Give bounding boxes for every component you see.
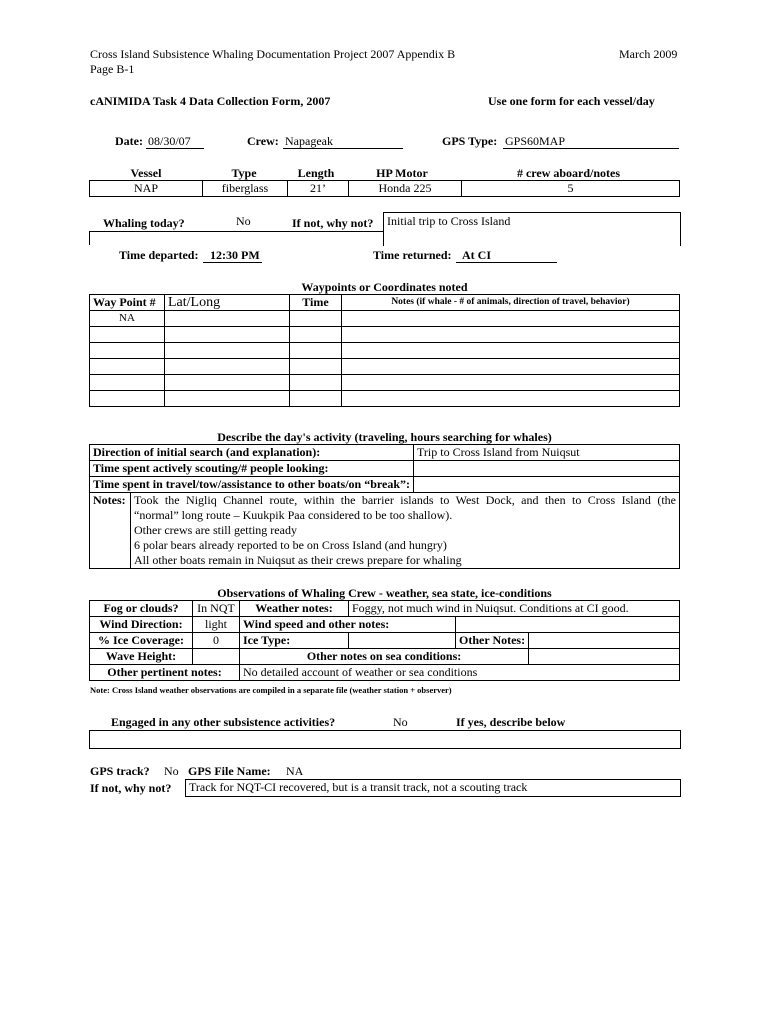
notes-value[interactable] [131, 493, 680, 569]
time-returned-value[interactable]: At CI [462, 248, 491, 262]
vessel-cell[interactable]: NAP [90, 181, 203, 197]
activity-title: Describe the day's activity (traveling, hours searching for whales) [217, 430, 552, 444]
table-row [90, 493, 680, 569]
notes-line: Took the Nigliq Channel route, within the barrier islands to West Dock, and then to Cross Island (the [134, 493, 676, 507]
table-row [90, 359, 680, 375]
table-row [90, 327, 680, 343]
notes-label: Notes: [90, 493, 131, 569]
page-number: Page B-1 [90, 62, 135, 76]
direction-label: Direction of initial search (and explanation): [90, 445, 414, 461]
subsistence-describe-label: If yes, describe below [456, 715, 566, 729]
latlong-header: Lat/Long [165, 295, 290, 311]
crew-label: Crew: [247, 134, 279, 148]
observations-title: Observations of Whaling Crew - weather, sea state, ice-conditions [217, 586, 552, 600]
time-departed-label: Time departed: [119, 248, 199, 262]
crew-aboard-header: # crew aboard/notes [516, 166, 621, 180]
gps-why-not-value: Track for NQT-CI recovered, but is a transit track, not a scouting track [189, 780, 528, 794]
notes-cell[interactable] [342, 375, 680, 391]
type-header: Type [231, 166, 257, 180]
form-instruction: Use one form for each vessel/day [488, 94, 655, 108]
time-returned-label: Time returned: [373, 248, 452, 262]
wave-height-label: Wave Height: [90, 649, 193, 665]
travel-value[interactable] [414, 477, 680, 493]
gps-type-value[interactable]: GPS60MAP [505, 134, 566, 148]
wind-speed-value[interactable] [456, 617, 680, 633]
notes-cell[interactable] [342, 359, 680, 375]
waypoints-table [89, 294, 680, 407]
notes-cell[interactable] [342, 391, 680, 407]
ice-type-label: Ice Type: [240, 633, 349, 649]
table-row [90, 617, 680, 633]
scouting-label: Time spent actively scouting/# people looking: [90, 461, 414, 477]
crew-aboard-cell[interactable]: 5 [462, 181, 680, 197]
observations-table [89, 600, 680, 681]
ice-coverage-label: % Ice Coverage: [90, 633, 193, 649]
weather-footnote: Note: Cross Island weather observations are compiled in a separate file (weather station + observer) [90, 685, 452, 695]
time-cell[interactable] [290, 311, 342, 327]
gps-track-label: GPS track? [90, 764, 150, 778]
time-cell[interactable] [290, 327, 342, 343]
table-row [90, 375, 680, 391]
other-notes-label: Other Notes: [456, 633, 529, 649]
direction-value[interactable]: Trip to Cross Island from Nuiqsut [414, 445, 680, 461]
notes-cell[interactable] [342, 343, 680, 359]
latlong-cell[interactable] [165, 391, 290, 407]
date-label: Date: [115, 134, 143, 148]
table-row [90, 477, 680, 493]
why-not-label: If not, why not? [292, 216, 374, 230]
wave-height-value[interactable] [193, 649, 240, 665]
wind-direction-value[interactable]: light [193, 617, 240, 633]
scouting-value[interactable] [414, 461, 680, 477]
crew-value[interactable]: Napageak [285, 134, 333, 148]
waypoint-cell[interactable] [90, 375, 165, 391]
fog-label: Fog or clouds? [90, 601, 193, 617]
vessel-header: Vessel [130, 166, 162, 180]
time-cell[interactable] [290, 343, 342, 359]
table-row [90, 391, 680, 407]
vessel-table [89, 180, 680, 197]
pertinent-notes-value[interactable]: No detailed account of weather or sea conditions [240, 665, 680, 681]
gps-file-label: GPS File Name: [188, 764, 271, 778]
latlong-cell[interactable] [165, 375, 290, 391]
gps-file-value[interactable]: NA [286, 764, 304, 778]
other-notes-value[interactable] [529, 633, 680, 649]
weather-label: Weather notes: [240, 601, 349, 617]
pertinent-notes-label: Other pertinent notes: [90, 665, 240, 681]
document-header-title: Cross Island Subsistence Whaling Documentation Project 2007 Appendix B [90, 47, 456, 61]
subsistence-describe-box[interactable] [89, 730, 681, 749]
gps-type-label: GPS Type: [442, 134, 498, 148]
notes-header: Notes (if whale - # of animals, direction of travel, behavior) [342, 295, 680, 311]
notes-line: Other crews are still getting ready [134, 523, 297, 537]
wind-speed-label: Wind speed and other notes: [240, 617, 456, 633]
waypoint-cell[interactable] [90, 327, 165, 343]
notes-line: All other boats remain in Nuiqsut as their crews prepare for whaling [134, 553, 462, 567]
waypoint-cell[interactable] [90, 359, 165, 375]
table-row [90, 295, 680, 311]
subsistence-label: Engaged in any other subsistence activities? [111, 715, 336, 729]
time-cell[interactable] [290, 391, 342, 407]
notes-line: “normal” long route – Kuukpik Paa considered to be too shallow). [134, 508, 453, 522]
waypoint-cell[interactable] [90, 391, 165, 407]
table-row [90, 445, 680, 461]
waypoint-cell[interactable]: NA [90, 311, 165, 327]
table-row [90, 601, 680, 617]
table-row [90, 343, 680, 359]
travel-label: Time spent in travel/tow/assistance to other boats/on “break”: [90, 477, 414, 493]
notes-line: 6 polar bears already reported to be on Cross Island (and hungry) [134, 538, 447, 552]
subsistence-value[interactable]: No [393, 715, 408, 729]
activity-table [89, 444, 680, 569]
gps-why-not-label: If not, why not? [90, 781, 172, 795]
waypoint-header: Way Point # [90, 295, 165, 311]
notes-cell[interactable] [342, 311, 680, 327]
time-header: Time [290, 295, 342, 311]
wind-direction-label: Wind Direction: [90, 617, 193, 633]
fog-value[interactable]: In NQT [193, 601, 240, 617]
weather-value[interactable]: Foggy, not much wind in Nuiqsut. Conditions at CI good. [349, 601, 680, 617]
table-row [90, 181, 680, 197]
table-row [90, 665, 680, 681]
table-row [90, 633, 680, 649]
whaling-today-label: Whaling today? [103, 216, 185, 230]
notes-cell[interactable] [342, 327, 680, 343]
time-cell[interactable] [290, 359, 342, 375]
length-header: Length [297, 166, 335, 180]
whaling-today-value[interactable]: No [236, 214, 251, 228]
hp-motor-header: HP Motor [376, 166, 428, 180]
form-title: cANIMIDA Task 4 Data Collection Form, 2007 [90, 94, 331, 108]
table-row [90, 461, 680, 477]
document-date: March 2009 [619, 47, 678, 61]
length-cell[interactable]: 21’ [288, 181, 349, 197]
waypoint-cell[interactable] [90, 343, 165, 359]
latlong-cell[interactable] [165, 311, 290, 327]
ice-coverage-value[interactable]: 0 [193, 633, 240, 649]
latlong-cell[interactable] [165, 327, 290, 343]
sea-conditions-value[interactable] [529, 649, 680, 665]
why-not-value: Initial trip to Cross Island [387, 214, 511, 228]
waypoints-title: Waypoints or Coordinates noted [301, 280, 468, 294]
table-row [90, 311, 680, 327]
subsistence-describe-value [90, 731, 93, 745]
hp-motor-cell[interactable]: Honda 225 [349, 181, 462, 197]
type-cell[interactable]: fiberglass [203, 181, 288, 197]
gps-why-not-box[interactable] [185, 779, 681, 797]
latlong-cell[interactable] [165, 343, 290, 359]
sea-conditions-label: Other notes on sea conditions: [240, 649, 529, 665]
table-row [90, 649, 680, 665]
time-departed-value[interactable]: 12:30 PM [210, 248, 260, 262]
ice-type-value[interactable] [349, 633, 456, 649]
time-cell[interactable] [290, 375, 342, 391]
date-value[interactable]: 08/30/07 [148, 134, 191, 148]
latlong-cell[interactable] [165, 359, 290, 375]
gps-track-value[interactable]: No [164, 764, 179, 778]
